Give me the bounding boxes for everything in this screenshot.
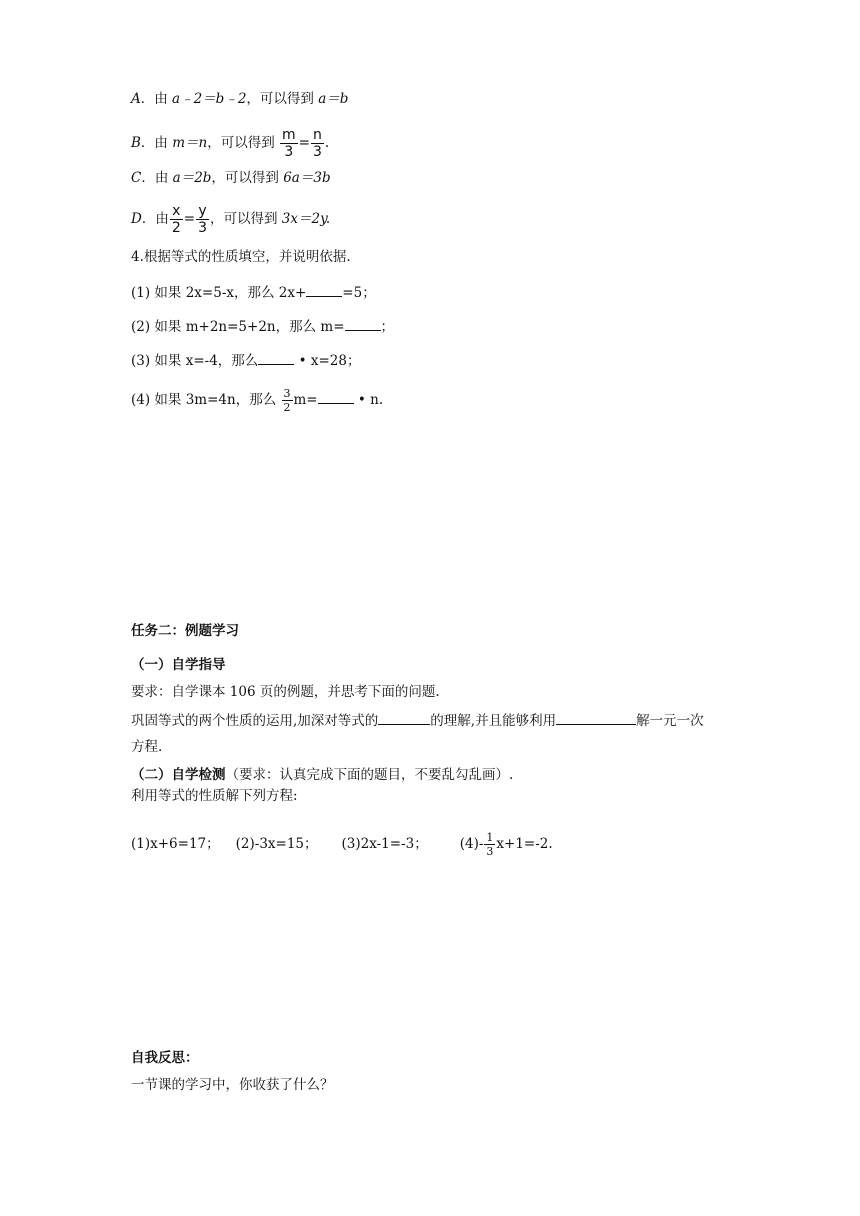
equation-2: (2)-3x=15；: [235, 836, 318, 852]
task2-sub2: [131, 765, 513, 785]
option-d-sep: ．由: [141, 211, 169, 227]
reflection-prompt: 一节课的学习中，你收获了什么？: [131, 1077, 334, 1093]
equation-4-frac-num: 1: [486, 831, 494, 844]
task2-goal-blank-2[interactable]: [556, 710, 636, 725]
option-c-mid: ，可以得到: [211, 170, 279, 186]
option-b-eq: =: [298, 135, 310, 151]
q4-item-4-pre: 如果 3m=4n，那么: [154, 392, 277, 408]
q4-item-3-post: • x=28；: [298, 353, 361, 369]
q4-item-2-pre: 如果 m+2n=5+2n，那么 m=: [154, 319, 345, 335]
option-b-label: B: [131, 135, 141, 151]
q4-item-4-num: (4): [131, 392, 151, 408]
option-d-label: D: [131, 211, 142, 227]
option-a-sep: ．由: [140, 91, 168, 107]
option-c: [131, 168, 331, 188]
q4-item-4-mid: m=: [293, 392, 318, 408]
q4-item-4: [131, 388, 383, 413]
option-d-frac1-num: x: [170, 204, 183, 220]
option-d-fraction-1: [170, 204, 183, 235]
task2-goal-d: 方程.: [131, 739, 163, 755]
option-b-frac2-den: 3: [312, 144, 322, 160]
option-b-frac1-num: m: [282, 127, 296, 143]
q4-item-1-blank[interactable]: [306, 282, 342, 297]
option-b-frac1-den: 3: [284, 144, 294, 160]
task2-sub1: （一）自学指导: [131, 657, 226, 673]
option-d-mid: ，可以得到: [209, 211, 278, 227]
q4-item-2-post: ；: [380, 319, 395, 335]
q4-item-1-post: =5；: [342, 285, 376, 301]
equation-4-post: x+1=-2.: [496, 836, 553, 852]
q4-title: 4.根据等式的性质填空，并说明依据.: [131, 249, 351, 265]
q4-item-4-frac-den: 2: [283, 401, 291, 414]
option-d-fraction-2: [196, 204, 209, 235]
q4-item-3-pre: 如果 x=-4，那么: [154, 353, 259, 369]
option-d-frac1-den: 2: [171, 220, 181, 236]
option-a-label: A: [131, 91, 141, 107]
q4-item-2-num: (2): [131, 319, 151, 335]
option-c-sep: ．由: [141, 170, 169, 186]
task2-goal-b: 的理解,并且能够利用: [430, 713, 557, 729]
option-a: [131, 89, 348, 109]
task2-goal-blank-1[interactable]: [378, 710, 430, 725]
option-b-sep: ．由: [140, 135, 168, 151]
equation-1: (1)x+6=17；: [131, 836, 220, 852]
task2-goal-a: 巩固等式的两个性质的运用,加深对等式的: [131, 713, 379, 729]
q4-item-2: [131, 316, 394, 337]
option-c-result: 6a＝3b: [283, 170, 331, 186]
task2-heading: 任务二：例题学习: [131, 623, 239, 639]
option-a-result: a＝b: [318, 91, 349, 107]
option-b-mid: ，可以得到: [207, 135, 275, 151]
task2-sub2-rest: （要求：认真完成下面的题目，不要乱勾乱画）.: [225, 767, 514, 783]
equation-4-fraction: [484, 832, 495, 857]
task2-equations: [131, 832, 553, 857]
q4-item-1-pre: 如果 2x=5-x，那么 2x+: [154, 285, 307, 301]
option-b-fraction-1: [280, 128, 298, 159]
option-d-eq: =: [183, 211, 196, 227]
option-d-frac2-num: y: [196, 204, 209, 220]
option-a-mid: ，可以得到: [246, 91, 314, 107]
q4-item-3: [131, 350, 360, 371]
equation-3: (3)2x-1=-3；: [341, 836, 428, 852]
task2-goal: [131, 710, 704, 731]
q4-item-4-post: • n.: [357, 392, 384, 408]
task2-sub2-bold: （二）自学检测: [131, 767, 226, 783]
q4-item-2-blank[interactable]: [345, 316, 381, 331]
q4-item-1-num: (1): [131, 285, 151, 301]
option-d-result: 3x＝2y.: [281, 211, 331, 227]
q4-item-4-blank[interactable]: [318, 389, 354, 404]
q4-item-4-frac-num: 3: [283, 387, 291, 400]
option-b-expr: m＝n: [172, 135, 208, 151]
equation-4-frac-den: 3: [486, 845, 494, 858]
option-b-frac2-num: n: [311, 128, 324, 144]
q4-item-1: [131, 282, 376, 303]
option-d-frac2-den: 3: [198, 220, 207, 236]
task2-goal-c: 解一元一次: [636, 713, 704, 729]
option-b-end: .: [324, 135, 330, 151]
task2-requirement: 要求：自学课本 106 页的例题，并思考下面的问题.: [131, 684, 440, 700]
option-d: [131, 204, 330, 235]
option-b-fraction-2: [311, 128, 324, 159]
option-c-label: C: [131, 170, 142, 186]
option-b: [131, 128, 329, 159]
option-a-expr: a﹣2＝b﹣2: [172, 91, 247, 107]
q4-item-3-blank[interactable]: [258, 350, 294, 365]
reflection-heading: 自我反思：: [131, 1050, 199, 1066]
q4-item-3-num: (3): [131, 353, 151, 369]
q4-item-4-fraction: [282, 388, 293, 413]
equation-4-pre: (4)-: [459, 836, 484, 852]
option-c-expr: a＝2b: [172, 170, 212, 186]
task2-instruction: 利用等式的性质解下列方程:: [131, 788, 298, 804]
